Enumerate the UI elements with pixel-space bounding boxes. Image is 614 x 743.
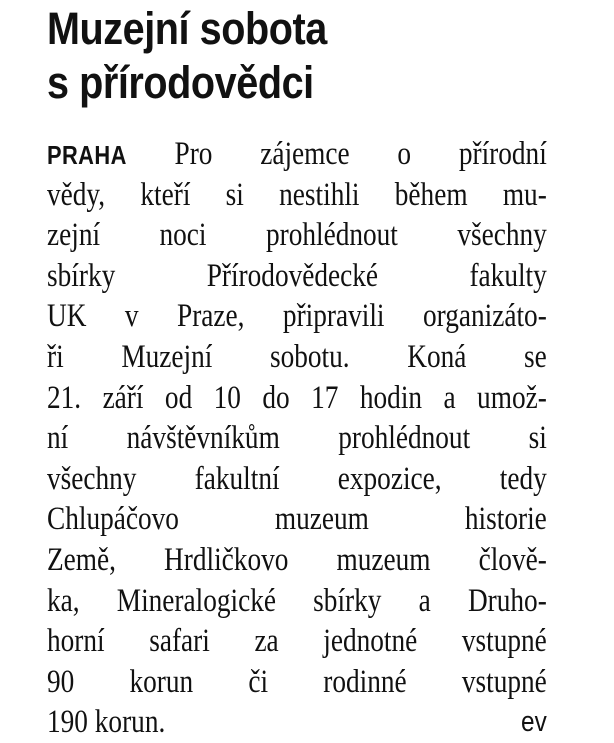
body-line-1-text: Pro zájemce o přírodní — [174, 136, 547, 172]
body-line-14: 90 korun či rodinné vstupné — [47, 663, 547, 700]
body-line-10: Chlupáčovo muzeum historie — [47, 501, 547, 538]
body-line-1 — [47, 134, 547, 175]
body-line-13: horní safari za jednotné vstupné — [47, 623, 547, 660]
body-line-11: Země, Hrdličkovo muzeum člově- — [47, 541, 547, 578]
body-line-7: 21. září od 10 do 17 hodin a umož- — [47, 379, 547, 416]
body-line-15 — [47, 702, 547, 743]
body-line-9: všechny fakultní expozice, tedy — [47, 460, 547, 497]
news-article — [47, 0, 547, 743]
body-line-3: zejní noci prohlédnout všechny — [47, 217, 547, 254]
article-body — [47, 134, 547, 743]
author-signature: ev — [521, 706, 547, 739]
headline-line-1: Muzejní sobota — [47, 3, 327, 54]
body-line-4: sbírky Přírodovědecké fakulty — [47, 257, 547, 294]
dateline: PRAHA — [47, 140, 127, 170]
headline-line-2: s přírodovědci — [47, 57, 314, 108]
body-line-2: vědy, kteří si nestihli během mu- — [47, 176, 547, 213]
body-line-8: ní návštěvníkům prohlédnout si — [47, 420, 547, 457]
body-line-5: UK v Praze, připravili organizáto- — [47, 298, 547, 335]
body-line-15-text: 190 korun. — [47, 704, 166, 741]
headline — [47, 2, 549, 110]
body-line-6: ři Muzejní sobotu. Koná se — [47, 338, 547, 375]
body-line-12: ka, Mineralogické sbírky a Druho- — [47, 582, 547, 619]
